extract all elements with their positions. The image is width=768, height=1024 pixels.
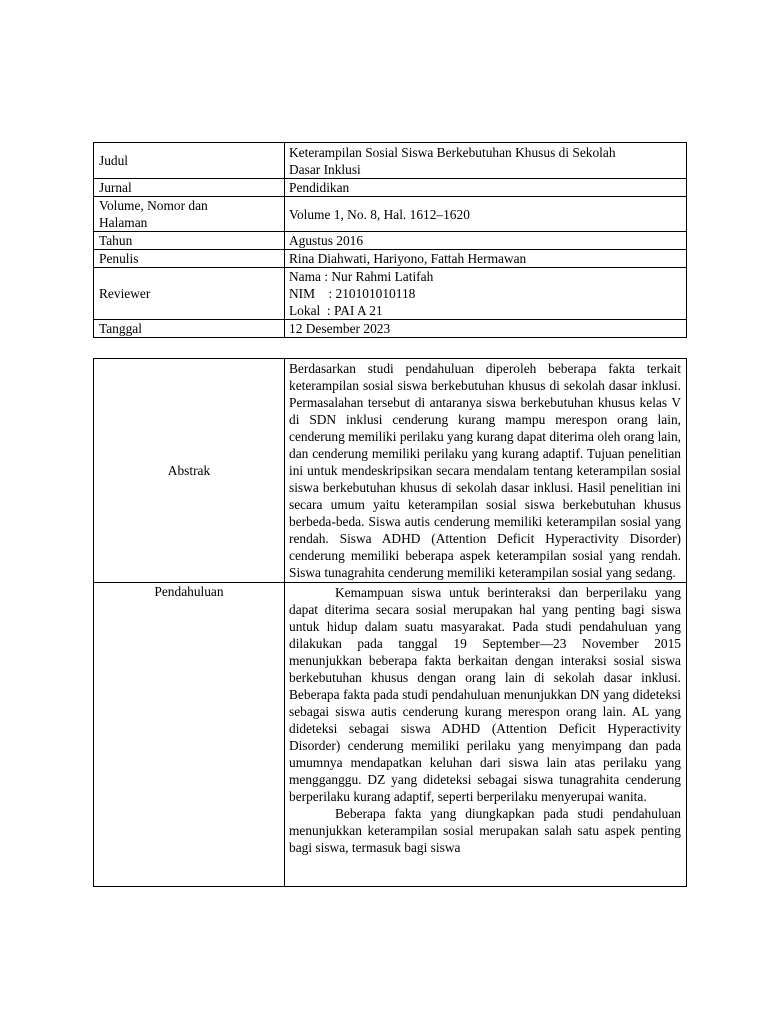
review-table	[93, 358, 687, 887]
value-jurnal: Pendidikan	[285, 179, 687, 197]
value-reviewer	[285, 268, 687, 320]
value-tahun: Agustus 2016	[285, 232, 687, 250]
row-tanggal	[94, 320, 687, 338]
value-judul: Keterampilan Sosial Siswa Berkebutuhan Khusus di Sekolah Dasar Inklusi	[285, 143, 687, 179]
label-judul: Judul	[94, 143, 285, 179]
label-volume: Volume, Nomor dan Halaman	[94, 197, 285, 232]
row-tahun	[94, 232, 687, 250]
value-tanggal: 12 Desember 2023	[285, 320, 687, 338]
row-reviewer	[94, 268, 687, 320]
reviewer-name: Nama : Nur Rahmi Latifah	[289, 269, 434, 284]
value-volume: Volume 1, No. 8, Hal. 1612–1620	[285, 197, 687, 232]
row-judul	[94, 143, 687, 179]
label-pendahuluan: Pendahuluan	[94, 583, 285, 887]
row-pendahuluan	[94, 583, 687, 887]
label-tahun: Tahun	[94, 232, 285, 250]
value-penulis: Rina Diahwati, Hariyono, Fattah Hermawan	[285, 250, 687, 268]
pendahuluan-paragraph-1: Kemampuan siswa untuk berinteraksi dan berperilaku yang dapat diterima secara sosial merupakan hal yang penting bagi siswa untuk hidup dalam suatu masyarakat. Pada studi pendahuluan yang dilakukan pada tanggal 19 September—23 November 2015 menunjukkan beberapa fakta berkaitan dengan interaksi sosial siswa berkebutuhan khusus dengan orang lain di sekolah dasar inklusi. Beberapa fakta pada studi pendahuluan menunjukkan DN yang dideteksi sebagai siswa autis cenderung kurang merespon orang lain. AL yang dideteksi sebagai siswa ADHD (Attention Deficit Hyperactivity Disorder) cenderung memiliki perilaku yang menyimpang dan pada umumnya mendapatkan keluhan dari siswa lain atas perilaku yang mengganggu. DZ yang dideteksi sebagai siswa tunagrahita cenderung berperilaku kurang adaptif, seperti berperilaku menyerupai wanita.	[289, 585, 681, 804]
reviewer-lokal: Lokal : PAI A 21	[289, 303, 383, 318]
article-info-table	[93, 142, 687, 338]
label-jurnal: Jurnal	[94, 179, 285, 197]
row-jurnal	[94, 179, 687, 197]
label-penulis: Penulis	[94, 250, 285, 268]
abstrak-paragraph: Berdasarkan studi pendahuluan diperoleh beberapa fakta terkait keterampilan sosial siswa berkebutuhan khusus di sekolah dasar inklusi. Permasalahan tersebut di antaranya siswa berkebutuhan khusus kelas V di SDN inklusi cenderung kurang mampu merespon orang lain, cenderung memiliki perilaku yang kurang dapat diterima oleh orang lain, dan cenderung memiliki perilaku yang kurang adaptif. Tujuan penelitian ini untuk mendeskripsikan secara mendalam tentang keterampilan sosial siswa berkebutuhan khusus di sekolah dasar inklusi. Hasil penelitian ini secara umum yaitu keterampilan sosial siswa berkebutuhan khusus berbeda-beda. Siswa autis cenderung memiliki keterampilan sosial yang rendah. Siswa ADHD (Attention Deficit Hyperactivity Disorder) cenderung memiliki beberapa aspek keterampilan sosial yang rendah. Siswa tunagrahita cenderung memiliki keterampilan sosial yang sedang.	[289, 361, 681, 580]
label-tanggal: Tanggal	[94, 320, 285, 338]
row-volume	[94, 197, 687, 232]
text-abstrak	[285, 359, 687, 583]
pendahuluan-paragraph-2: Beberapa fakta yang diungkapkan pada studi pendahuluan menunjukkan keterampilan sosial merupakan salah satu aspek penting bagi siswa, termasuk bagi siswa	[289, 806, 681, 855]
reviewer-nim: NIM : 210101010118	[289, 286, 416, 301]
row-abstrak	[94, 359, 687, 583]
label-reviewer: Reviewer	[94, 268, 285, 320]
label-abstrak: Abstrak	[94, 359, 285, 583]
text-pendahuluan	[285, 583, 687, 887]
row-penulis	[94, 250, 687, 268]
